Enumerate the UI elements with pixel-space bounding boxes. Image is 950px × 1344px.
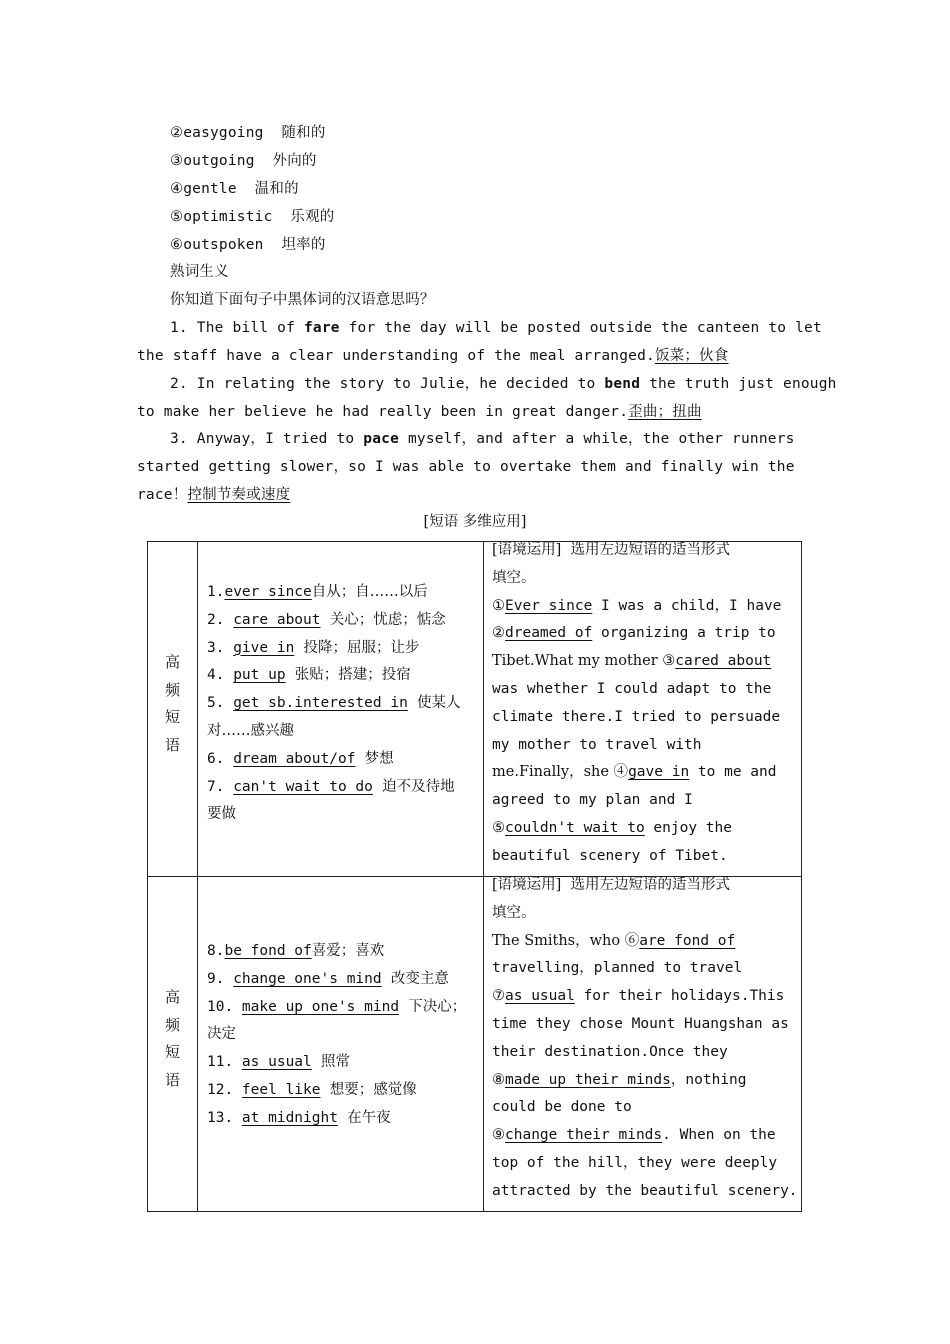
table-caption: [短语 多维应用] xyxy=(423,514,527,530)
application-text: ② xyxy=(492,625,505,642)
phrase-meaning: 使某人 xyxy=(407,695,461,712)
phrase-number: 3. xyxy=(207,639,234,656)
phrase-line xyxy=(207,749,394,769)
application-line xyxy=(492,735,702,755)
phrase-number: 13. xyxy=(207,1109,242,1126)
phrase-line xyxy=(207,1024,236,1044)
phrase-number: 11. xyxy=(207,1054,242,1071)
application-text: beautiful scenery of Tibet. xyxy=(492,847,728,864)
phrase-line xyxy=(207,777,455,797)
vocab-item: ③outgoing 外向的 xyxy=(170,153,317,169)
sentence-line: the staff have a clear understanding of the meal arranged.饭菜；伙食 xyxy=(137,348,729,364)
phrase-text: change one's mind xyxy=(233,970,382,987)
phrase-line xyxy=(207,997,466,1017)
application-text: for their holidays.This xyxy=(574,988,785,1005)
application-text: attracted by the beautiful scenery. xyxy=(492,1182,798,1199)
phrase-text: get sb.interested in xyxy=(233,695,408,712)
phrase-meaning: 在午夜 xyxy=(337,1109,391,1126)
phrase-text: care about xyxy=(233,611,321,628)
application-text: 填空。 xyxy=(492,569,536,586)
application-text: ⑦ xyxy=(492,988,505,1005)
category-label: 高 频 短 语 xyxy=(165,988,181,1089)
phrase-text: ever since xyxy=(224,584,312,600)
vocab-item: ⑥outspoken 坦率的 xyxy=(170,237,326,253)
answer-text: 控制节奏或速度 xyxy=(187,487,291,503)
phrase-meaning: 想要；感觉像 xyxy=(320,1082,417,1098)
sentence-line: race！控制节奏或速度 xyxy=(137,487,291,503)
phrase-text: feel like xyxy=(241,1082,321,1098)
phrase-text: make up one's mind xyxy=(241,998,400,1015)
phrase-cell xyxy=(198,542,484,877)
application-text: The Smiths，who ⑥ xyxy=(492,932,640,949)
fill-answer: are fond of xyxy=(639,932,736,949)
phrase-line xyxy=(207,638,420,658)
application-line xyxy=(492,707,780,727)
phrase-number: 5. xyxy=(207,695,234,712)
phrase-text: at midnight xyxy=(241,1109,338,1126)
application-text: I was a child，I have xyxy=(592,597,782,614)
application-text: ⑤ xyxy=(492,820,505,836)
application-text: climate there.I tried to persuade xyxy=(492,708,781,725)
phrase-line xyxy=(207,1108,391,1128)
table-row xyxy=(148,542,802,877)
bold-word: bend xyxy=(604,376,641,392)
application-line xyxy=(492,1014,789,1034)
application-line xyxy=(492,958,742,978)
category-cell xyxy=(148,542,198,877)
fill-answer: couldn't wait to xyxy=(505,820,645,836)
phrase-line xyxy=(207,1080,417,1100)
application-cell xyxy=(484,542,802,877)
fill-answer: gave in xyxy=(628,764,690,781)
application-text: my mother to travel with xyxy=(492,736,702,753)
application-line xyxy=(492,931,735,951)
application-text: time they chose Mount Huangshan as xyxy=(492,1016,789,1032)
phrase-line xyxy=(207,1052,350,1072)
phrase-cell xyxy=(198,877,484,1212)
fill-answer: made up their minds xyxy=(505,1071,671,1088)
phrase-line xyxy=(207,582,428,602)
application-line xyxy=(492,596,781,616)
application-text: ，nothing xyxy=(670,1071,747,1088)
phrase-line xyxy=(207,804,236,824)
phrase-text: put up xyxy=(233,667,286,684)
phrase-text: be fond of xyxy=(224,943,312,959)
phrase-meaning: 下决心； xyxy=(399,998,467,1015)
phrase-meaning: 张贴；搭建；投宿 xyxy=(285,667,411,684)
phrase-meaning: 投降；屈服；让步 xyxy=(294,639,420,656)
application-line xyxy=(492,1125,776,1145)
application-line xyxy=(492,1097,632,1117)
phrase-number: 8. xyxy=(207,943,225,959)
application-text: travelling，planned to travel xyxy=(492,960,743,977)
application-text: 填空。 xyxy=(492,904,536,921)
application-line xyxy=(492,1042,728,1062)
phrase-line xyxy=(207,693,461,713)
phrase-text: as usual xyxy=(241,1054,312,1071)
application-text: to me and xyxy=(689,764,777,781)
vocab-item: ④gentle 温和的 xyxy=(170,181,299,197)
application-line xyxy=(492,790,693,810)
phrase-text: dream about/of xyxy=(233,750,356,767)
application-line xyxy=(492,1181,798,1201)
phrase-number: 2. xyxy=(207,611,234,628)
phrase-table xyxy=(147,541,802,1212)
section-title: 熟词生义 xyxy=(170,264,229,280)
application-text: their destination.Once they xyxy=(492,1043,728,1060)
sentence-line: started getting slower，so I was able to overtake them and finally win the xyxy=(137,459,795,475)
phrase-text: give in xyxy=(233,639,295,656)
application-line xyxy=(492,540,730,560)
application-text: ① xyxy=(492,597,505,614)
application-line xyxy=(492,986,784,1006)
application-line xyxy=(492,818,732,838)
phrase-meaning: 梦想 xyxy=(355,750,394,767)
application-line xyxy=(492,651,771,671)
category-cell xyxy=(148,877,198,1212)
fill-answer: cared about xyxy=(675,653,772,670)
application-text: ⑨ xyxy=(492,1127,505,1144)
application-line xyxy=(492,1153,777,1173)
application-text: ⑧ xyxy=(492,1071,505,1088)
fill-answer: change their minds xyxy=(505,1127,663,1144)
phrase-meaning: 对……感兴趣 xyxy=(207,723,294,739)
answer-text: 歪曲；扭曲 xyxy=(628,404,702,420)
application-line xyxy=(492,679,771,699)
category-label: 高 频 短 语 xyxy=(165,653,181,754)
application-text: . When on the xyxy=(662,1127,776,1144)
table-row xyxy=(148,877,802,1212)
fill-answer: dreamed of xyxy=(505,625,593,642)
fill-answer: as usual xyxy=(505,988,575,1005)
phrase-number: 4. xyxy=(207,667,234,684)
phrase-number: 7. xyxy=(207,778,234,795)
phrase-meaning: 改变主意 xyxy=(381,970,449,987)
phrase-number: 12. xyxy=(207,1082,242,1098)
application-text: agreed to my plan and I xyxy=(492,792,693,809)
phrase-meaning: 自从；自……以后 xyxy=(311,584,428,600)
application-text: [语境运用] 选用左边短语的适当形式 xyxy=(492,542,731,558)
application-text: Tibet.What my mother ③ xyxy=(492,653,676,670)
phrase-line xyxy=(207,721,294,741)
application-line xyxy=(492,568,536,588)
sentence-line: 2. In relating the story to Julie，he decided to bend the truth just enough xyxy=(170,376,837,392)
application-line xyxy=(492,903,536,923)
application-line xyxy=(492,1070,746,1090)
phrase-text: can't wait to do xyxy=(233,778,373,795)
phrase-number: 6. xyxy=(207,750,234,767)
question-text: 你知道下面句子中黑体词的汉语意思吗？ xyxy=(170,292,435,308)
phrase-line xyxy=(207,610,446,630)
phrase-meaning: 迫不及待地 xyxy=(372,778,455,795)
application-text: could be done to xyxy=(492,1099,632,1116)
phrase-meaning: 要做 xyxy=(207,806,236,823)
answer-text: 饭菜；伙食 xyxy=(654,348,729,364)
bold-word: pace xyxy=(363,431,400,447)
fill-answer: Ever since xyxy=(505,597,593,614)
phrase-meaning: 喜爱；喜欢 xyxy=(311,943,385,959)
phrase-number: 9. xyxy=(207,970,234,987)
bold-word: fare xyxy=(303,320,340,336)
application-cell xyxy=(484,877,802,1212)
sentence-line: to make her believe he had really been in great danger.歪曲；扭曲 xyxy=(137,404,702,420)
phrase-number: 10. xyxy=(207,998,242,1015)
application-text: [语境运用] 选用左边短语的适当形式 xyxy=(492,877,731,893)
phrase-line xyxy=(207,969,449,989)
application-text: enjoy the xyxy=(644,820,732,836)
phrase-line xyxy=(207,665,411,685)
vocab-item: ②easygoing 随和的 xyxy=(170,125,326,141)
phrase-meaning: 关心；忧虑；惦念 xyxy=(320,611,446,628)
application-line xyxy=(492,623,776,643)
phrase-number: 1. xyxy=(207,584,225,600)
application-text: organizing a trip to xyxy=(592,625,776,642)
application-text: was whether I could adapt to the xyxy=(492,681,772,697)
phrase-meaning: 决定 xyxy=(207,1026,236,1043)
phrase-meaning: 照常 xyxy=(311,1054,350,1071)
vocab-item: ⑤optimistic 乐观的 xyxy=(170,209,335,225)
sentence-line: 3. Anyway，I tried to pace myself，and after a while，the other runners xyxy=(170,431,795,447)
application-line xyxy=(492,846,728,866)
application-text: top of the hill，they were deeply xyxy=(492,1155,778,1171)
application-text: me.Finally，she ④ xyxy=(492,764,629,781)
application-line xyxy=(492,762,776,782)
phrase-line xyxy=(207,941,384,961)
sentence-line: 1. The bill of fare for the day will be posted outside the canteen to let xyxy=(170,320,822,336)
application-line xyxy=(492,875,730,895)
